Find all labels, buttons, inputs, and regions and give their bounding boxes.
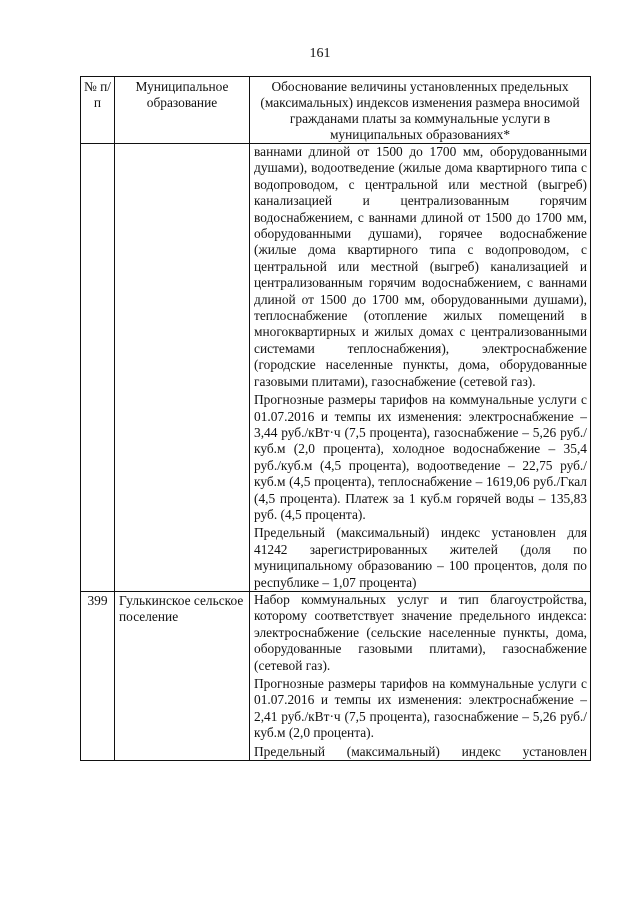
row-num-cell — [81, 591, 115, 760]
page-number: 161 — [309, 46, 331, 61]
row-justification-cell — [250, 144, 591, 592]
row-num — [81, 144, 114, 145]
header-num-cell — [81, 77, 115, 144]
table-row — [81, 591, 591, 760]
justification-paragraph: ваннами длиной от 1500 до 1700 мм, оборудованными душами), водоотведение (жилые дома квартирного типа с водопроводом, с центральной или местной (выгреб) канализацией и централизованным горячим водоснабжением, с ваннами длиной от 1500 до 1700 мм, оборудованными душами), горячее водоснабжение (жилые дома квартирного типа с водопроводом, с центральной или местной (выгреб) канализацией и централизованным горячим водоснабжением, с ваннами длиной от 1500 до 1700 мм, оборудованными душами), теплоснабжение (отопление жилых помещений в многоквартирных и жилых домах с централизованными системами теплоснабжения), электроснабжение (городские населенные пункты, дома, оборудованные газовыми плитами), газоснабжение (сетевой газ). — [254, 144, 587, 389]
justification-paragraph: Прогнозные размеры тарифов на коммунальные услуги с 01.07.2016 и темпы их изменения: электроснабжение – 2,41 руб./кВт·ч (7,5 процента), газоснабжение – 5,26 руб./куб.м (2,0 процента). — [254, 676, 587, 741]
row-municipality-cell — [115, 591, 250, 760]
row-municipality: Гулькинское сельское поселение — [119, 592, 244, 624]
table-row — [81, 144, 591, 592]
justification-paragraph: Набор коммунальных услуг и тип благоустройства, которому соответствует значение предельного индекса: электроснабжение (сельские населенные пункты, дома, оборудованные газовыми плитами), газоснабжение (сетевой газ). — [254, 591, 587, 673]
justification-paragraph: Предельный (максимальный) индекс установлен — [254, 743, 587, 759]
row-justification-cell — [250, 591, 591, 760]
header-justification: Обоснование величины установленных предельных (максимальных) индексов изменения размера вносимой гражданами платы за коммунальные услуги в муниципальных образованиях* — [260, 79, 580, 142]
row-num-cell — [81, 144, 115, 592]
table-header-row — [81, 77, 591, 144]
header-num: № п/п — [84, 79, 112, 110]
header-justification-cell — [250, 77, 591, 144]
justification-paragraph: Предельный (максимальный) индекс установлен для 41242 зарегистрированных жителей (доля по муниципальному образованию – 100 процентов, доля по республике – 1,07 процента) — [254, 525, 587, 590]
row-municipality — [115, 144, 249, 145]
header-municipality: Муниципальное образование — [135, 79, 229, 110]
tariff-index-table — [80, 76, 591, 761]
justification-paragraph: Прогнозные размеры тарифов на коммунальные услуги с 01.07.2016 и темпы их изменения: электроснабжение – 3,44 руб./кВт·ч (7,5 процента), газоснабжение – 5,26 руб./куб.м (2,0 процента), холодное водоснабжение – 35,4 руб./куб.м (4,5 процента), водоотведение – 22,75 руб./куб.м (4,5 процента), теплоснабжение – 1619,06 руб./Гкал (4,5 процента). Платеж за 1 куб.м горячей воды – 135,83 руб. (4,5 процента). — [254, 392, 587, 522]
row-municipality-cell — [115, 144, 250, 592]
row-num: 399 — [87, 592, 108, 608]
header-municipality-cell — [115, 77, 250, 144]
